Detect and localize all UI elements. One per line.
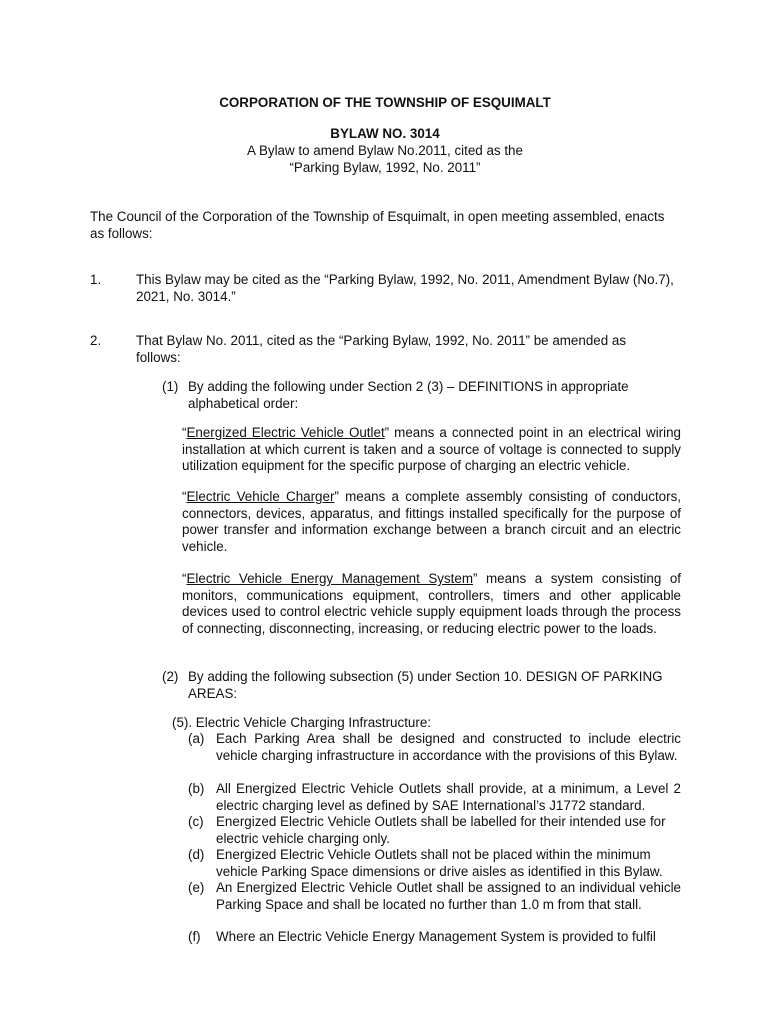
section-text: This Bylaw may be cited as the “Parking Bylaw, 1992, No. 2011, Amendment Bylaw (No.7), 2021, No. 3014.” (136, 272, 674, 304)
defined-term: Electric Vehicle Charger (186, 489, 335, 504)
item-label: (b) (188, 781, 205, 796)
subsection-text: By adding the following subsection (5) under Section 10. DESIGN OF PARKING AREAS: (188, 669, 663, 701)
bylaw-subtitle-line-2: “Parking Bylaw, 1992, No. 2011” (289, 160, 481, 175)
defined-term: Energized Electric Vehicle Outlet (186, 425, 385, 440)
subsection-label: (1) (162, 379, 179, 394)
item-text: Each Parking Area shall be designed and constructed to include electric vehicle charging infrastructure in accordance with the provisions of this Bylaw. (216, 731, 681, 763)
defined-term: Electric Vehicle Energy Management System (186, 571, 473, 586)
subsection-text: By adding the following under Section 2 (3) – DEFINITIONS in appropriate alphabetical order: (188, 379, 629, 411)
item-text: An Energized Electric Vehicle Outlet shall be assigned to an individual vehicle Parking Space and shall be located no further than 1.0 m from that stall. (216, 880, 681, 912)
definition-energized-outlet (182, 425, 681, 475)
definition-ev-energy-management (182, 571, 681, 637)
quote-open: “ (182, 425, 187, 440)
quote-open: “ (182, 489, 187, 504)
item-text: Energized Electric Vehicle Outlets shall not be placed within the minimum vehicle Parking Space dimensions or drive aisles as identified in this Bylaw. (216, 847, 663, 879)
definition-text: ” means a connected point in an electrical wiring installation at which current is taken and a source of voltage is connected to supply utilization equipment for the specific purpose of charging an electric vehicle. (182, 425, 681, 474)
section-text: That Bylaw No. 2011, cited as the “Parking Bylaw, 1992, No. 2011” be amended as follows: (136, 333, 627, 365)
quote-open: “ (182, 571, 187, 586)
bylaw-subtitle-line-1: A Bylaw to amend Bylaw No.2011, cited as the (247, 143, 523, 158)
definition-ev-charger (182, 489, 681, 555)
subsection-label: (2) (162, 669, 179, 684)
item-label: (d) (188, 847, 205, 862)
item-label: (f) (188, 929, 201, 944)
item-text: Where an Electric Vehicle Energy Management System is provided to fulfil (216, 929, 656, 944)
item-label: (a) (188, 731, 205, 746)
definition-text: ” means a complete assembly consisting of conductors, connectors, devices, apparatus, and fittings installed specifically for the purpose of power transfer and information exchange between a branch circuit and an electric vehicle. (182, 489, 681, 554)
preamble: The Council of the Corporation of the Township of Esquimalt, in open meeting assembled, enacts as follows: (90, 209, 665, 241)
item-text: Energized Electric Vehicle Outlets shall be labelled for their intended use for electric vehicle charging only. (216, 814, 666, 846)
subsection-5-heading: (5). Electric Vehicle Charging Infrastructure: (172, 715, 431, 730)
definition-text: ” means a system consisting of monitors, communications equipment, controllers, timers and other applicable devices used to control electric vehicle supply equipment loads through the process of connecting, disconnecting, increasing, or reducing electric power to the loads. (182, 571, 681, 636)
corporation-title: CORPORATION OF THE TOWNSHIP OF ESQUIMALT (219, 95, 551, 110)
bylaw-number: BYLAW NO. 3014 (330, 126, 440, 141)
item-text: All Energized Electric Vehicle Outlets shall provide, at a minimum, a Level 2 electric charging level as defined by SAE International’s J1772 standard. (216, 781, 681, 813)
item-label: (c) (188, 814, 204, 829)
section-number: 2. (90, 333, 102, 348)
item-label: (e) (188, 880, 205, 895)
section-number: 1. (90, 272, 102, 287)
